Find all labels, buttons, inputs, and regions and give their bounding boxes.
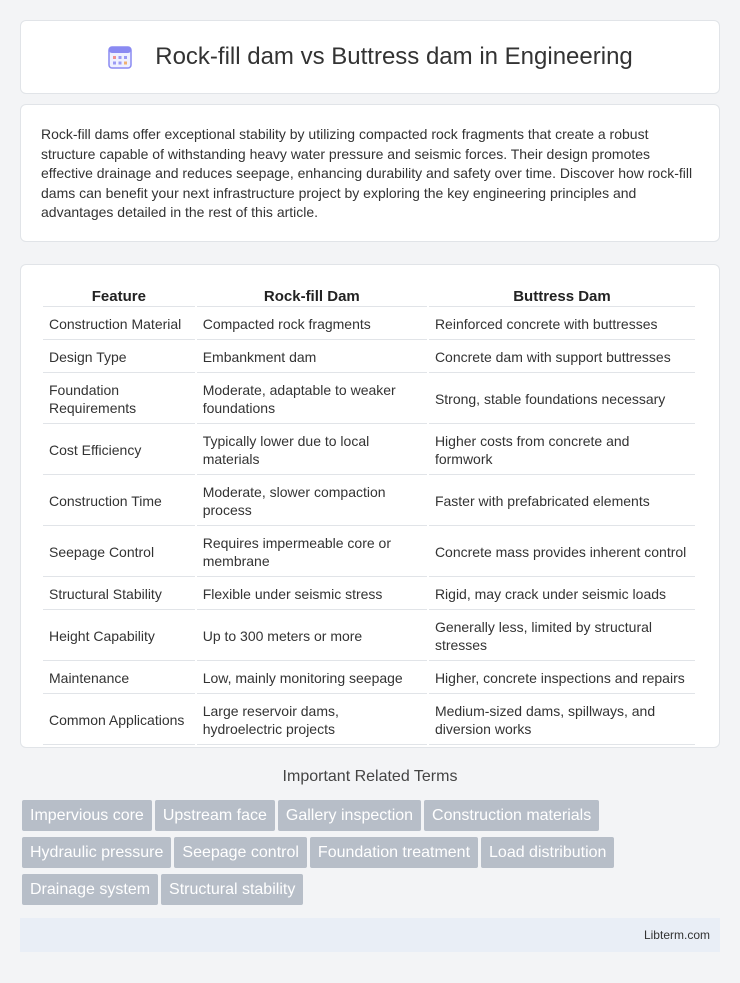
rockfill-cell: Typically lower due to local materials — [197, 426, 427, 475]
related-term-tag[interactable]: Impervious core — [22, 800, 152, 831]
buttress-cell: Higher, concrete inspections and repairs — [429, 663, 695, 694]
column-header: Buttress Dam — [429, 285, 695, 307]
feature-cell: Seepage Control — [43, 528, 195, 577]
rockfill-cell: Low, mainly monitoring seepage — [197, 663, 427, 694]
table-row — [43, 579, 695, 610]
feature-cell: Cost Efficiency — [43, 426, 195, 475]
intro-card — [20, 104, 720, 242]
feature-cell: Maintenance — [43, 663, 195, 694]
buttress-cell: Concrete dam with support buttresses — [429, 342, 695, 373]
feature-cell: Common Applications — [43, 696, 195, 745]
table-row — [43, 528, 695, 577]
footer-brand[interactable]: Libterm.com — [643, 928, 710, 942]
table-row — [43, 342, 695, 373]
column-header: Rock-fill Dam — [197, 285, 427, 307]
intro-text: Rock-fill dams offer exceptional stability by utilizing compacted rock fragments that create a robust structure capable of withstanding heavy water pressure and seismic forces. Their design promotes effective drainage and reduces seepage, enhancing durability and safety over time. Discover how rock-fill dams can benefit your next infrastructure project by exploring the key engineering principles and advantages detailed in the rest of this article. — [41, 126, 693, 220]
page-title: Rock-fill dam vs Buttress dam in Engineering — [155, 43, 633, 70]
buttress-cell: Generally less, limited by structural stresses — [429, 612, 695, 661]
comparison-table-card — [20, 264, 720, 748]
table-row — [43, 309, 695, 340]
header-card — [20, 20, 720, 94]
buttress-cell: Strong, stable foundations necessary — [429, 375, 695, 424]
feature-cell: Structural Stability — [43, 579, 195, 610]
rockfill-cell: Flexible under seismic stress — [197, 579, 427, 610]
column-header: Feature — [43, 285, 195, 307]
table-row — [43, 477, 695, 526]
rockfill-cell: Embankment dam — [197, 342, 427, 373]
related-term-tag[interactable]: Drainage system — [22, 874, 158, 905]
rockfill-cell: Large reservoir dams, hydroelectric projects — [197, 696, 427, 745]
table-row — [43, 696, 695, 745]
related-term-tag[interactable]: Structural stability — [161, 874, 303, 905]
table-header-row — [43, 285, 695, 307]
feature-cell: Construction Time — [43, 477, 195, 526]
related-term-tag[interactable]: Gallery inspection — [278, 800, 421, 831]
feature-cell: Design Type — [43, 342, 195, 373]
rockfill-cell: Compacted rock fragments — [197, 309, 427, 340]
buttress-cell: Rigid, may crack under seismic loads — [429, 579, 695, 610]
related-term-tag[interactable]: Foundation treatment — [310, 837, 478, 868]
rockfill-cell: Moderate, adaptable to weaker foundations — [197, 375, 427, 424]
table-row — [43, 375, 695, 424]
feature-cell: Height Capability — [43, 612, 195, 661]
rockfill-cell: Requires impermeable core or membrane — [197, 528, 427, 577]
table-row — [43, 612, 695, 661]
related-term-tag[interactable]: Upstream face — [155, 800, 275, 831]
related-term-tag[interactable]: Construction materials — [424, 800, 599, 831]
feature-cell: Foundation Requirements — [43, 375, 195, 424]
buttress-cell: Faster with prefabricated elements — [429, 477, 695, 526]
comparison-table — [41, 283, 697, 747]
calendar-grid-icon — [107, 44, 133, 70]
rockfill-cell: Moderate, slower compaction process — [197, 477, 427, 526]
table-row — [43, 426, 695, 475]
buttress-cell: Concrete mass provides inherent control — [429, 528, 695, 577]
footer — [20, 918, 720, 952]
buttress-cell: Higher costs from concrete and formwork — [429, 426, 695, 475]
table-row — [43, 663, 695, 694]
feature-cell: Construction Material — [43, 309, 195, 340]
related-terms-title: Important Related Terms — [282, 768, 458, 785]
related-term-tag[interactable]: Load distribution — [481, 837, 614, 868]
buttress-cell: Medium-sized dams, spillways, and diversion works — [429, 696, 695, 745]
rockfill-cell: Up to 300 meters or more — [197, 612, 427, 661]
related-term-tag[interactable]: Seepage control — [174, 837, 307, 868]
related-terms-list — [22, 800, 722, 911]
related-term-tag[interactable]: Hydraulic pressure — [22, 837, 171, 868]
buttress-cell: Reinforced concrete with buttresses — [429, 309, 695, 340]
